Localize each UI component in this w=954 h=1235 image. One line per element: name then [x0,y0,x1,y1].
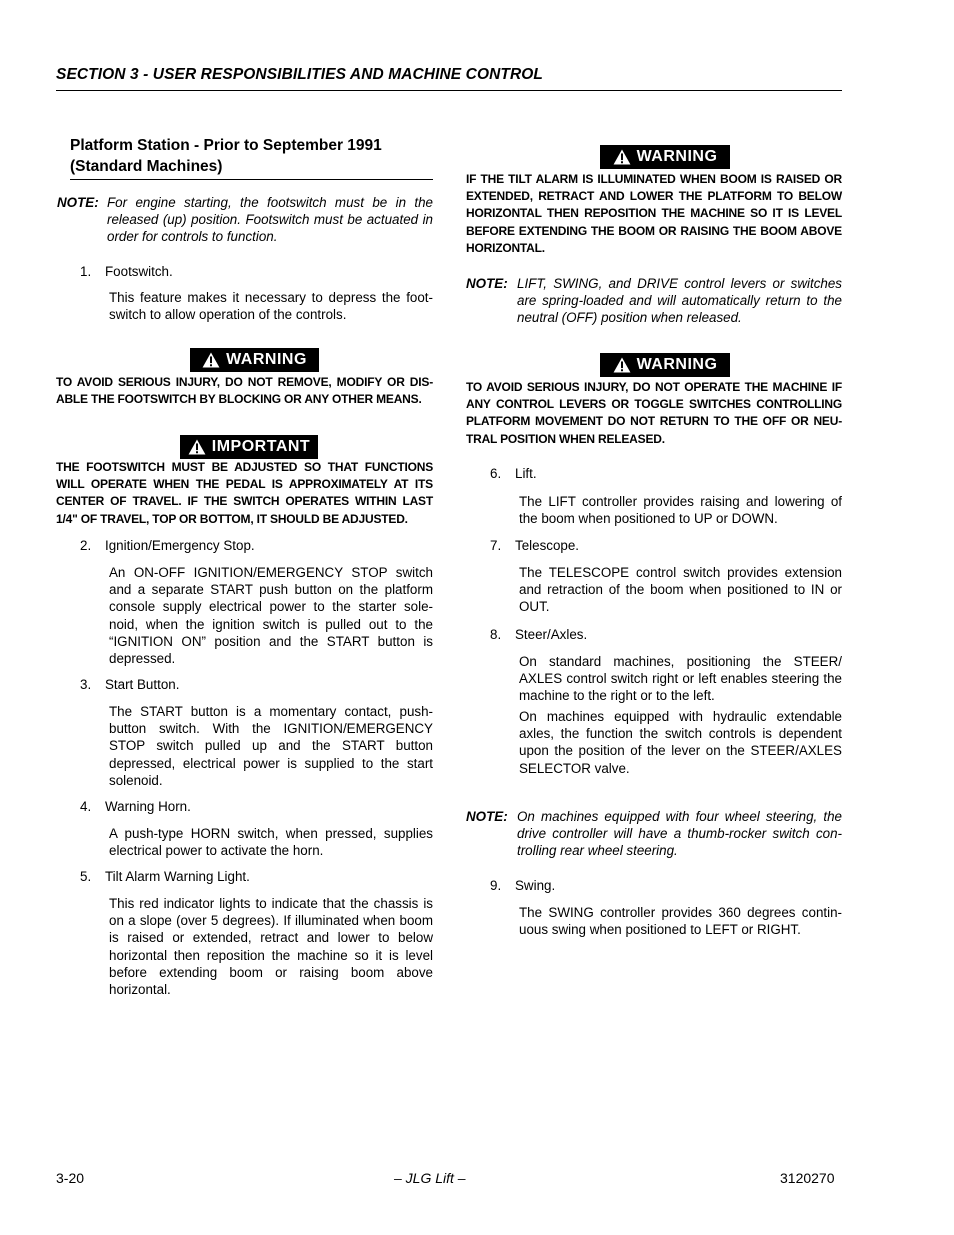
warning-triangle-icon [613,149,631,165]
item-body-lift: The LIFT controller provides raising and lowering of the boom when positioned to UP or DOWN. [519,494,842,527]
item-body-tilt: This red indicator lights to indicate that the chassis is on a slope (over 5 degrees). If illuminated when boom is raised or extended, retract and lower to below horizontal then reposition the machine so it is level before extending boom or raising boom above horizontal. [109,896,433,998]
item-title-ignition: Ignition/Emergency Stop. [105,538,255,553]
heading-rule [70,179,433,180]
item-number: 2. [80,538,92,553]
warning-triangle-icon [188,439,206,455]
item-title-swing: Swing. [515,878,556,893]
item-number: 6. [490,466,502,481]
item-number: 5. [80,869,92,884]
note-text: For engine starting, the footswitch must be in the released (up) position. Footswitch must be actuated in order for controls to function. [107,195,433,245]
item-number: 7. [490,538,502,553]
item-number: 4. [80,799,92,814]
warning-triangle-icon [613,357,631,373]
document-number: 3120270 [780,1170,835,1186]
warning-badge: WARNING [600,145,730,169]
item-number: 1. [80,264,92,279]
warning-text: TO AVOID SERIOUS INJURY, DO NOT OPERATE THE MACHINE IF ANY CONTROL LEVERS OR TOGGLE SWITCHES CONTROLLING PLATFORM MOVEMENT DO NOT RETURN TO THE OFF OR NEU-TRAL POSITION WHEN RELEASED. [466,380,842,446]
item-body-steer-1: On standard machines, positioning the STEER/ AXLES control switch right or left enables steering the machine to the right or to the left. [519,654,842,704]
item-number: 8. [490,627,502,642]
note-label: NOTE: [466,276,508,291]
item-title-footswitch: Footswitch. [105,264,173,279]
section-heading: Platform Station - Prior to September 1991 (Standard Machines) [70,137,382,175]
item-body-swing: The SWING controller provides 360 degrees contin-uous swing when positioned to LEFT or RIGHT. [519,905,842,938]
note-text: On machines equipped with four wheel steering, the drive controller will have a thumb-rocker switch con-trolling rear wheel steering. [517,809,842,859]
section-title: SECTION 3 - USER RESPONSIBILITIES AND MACHINE CONTROL [56,66,543,83]
warning-text: TO AVOID SERIOUS INJURY, DO NOT REMOVE, MODIFY OR DIS-ABLE THE FOOTSWITCH BY BLOCKING OR ANY OTHER MEANS. [56,375,433,407]
warning-triangle-icon [202,352,220,368]
item-number: 9. [490,878,502,893]
item-body-telescope: The TELESCOPE control switch provides extension and retraction of the boom when positioned to IN or OUT. [519,565,842,615]
item-body-horn: A push-type HORN switch, when pressed, supplies electrical power to activate the horn. [109,826,433,859]
important-badge: IMPORTANT [180,435,318,459]
item-number: 3. [80,677,92,692]
item-title-horn: Warning Horn. [105,799,191,814]
page-number: 3-20 [56,1170,85,1186]
item-body-start: The START button is a momentary contact, push-button switch. With the IGNITION/EMERGENCY STOP switch pulled up and the START button depressed, electrical power is supplied to the start solenoid. [109,704,433,788]
item-title-start: Start Button. [105,677,180,692]
section-header [56,66,842,91]
item-body-footswitch: This feature makes it necessary to depress the foot-switch to allow operation of the controls. [109,290,433,323]
item-title-tilt: Tilt Alarm Warning Light. [105,869,250,884]
item-title-steer: Steer/Axles. [515,627,588,642]
footer-center: – JLG Lift – [394,1170,466,1186]
item-title-lift: Lift. [515,466,537,481]
item-title-telescope: Telescope. [515,538,580,553]
warning-text: IF THE TILT ALARM IS ILLUMINATED WHEN BOOM IS RAISED OR EXTENDED, RETRACT AND LOWER THE PLATFORM TO BELOW HORIZONTAL THEN REPOSITION THE MACHINE SO IT IS LEVEL BEFORE EXTENDING THE BOOM OR RAISING THE BOOM ABOVE HORIZONTAL. [466,172,842,255]
warning-badge: WARNING [190,348,319,372]
warning-badge: WARNING [600,353,730,377]
item-body-steer-2: On machines equipped with hydraulic extendable axles, the function the switch controls is dependent upon the position of the lever on the STEER/AXLES SELECTOR valve. [519,709,842,776]
note-label: NOTE: [466,809,508,824]
important-text: THE FOOTSWITCH MUST BE ADJUSTED SO THAT FUNCTIONS WILL OPERATE WHEN THE PEDAL IS APPROXIMATELY AT ITS CENTER OF TRAVEL. IF THE SWITCH OPERATES WITHIN LAST 1/4" OF TRAVEL, TOP OR BOTTOM, IT SHOULD BE ADJUSTED. [56,460,433,526]
note-text: LIFT, SWING, and DRIVE control levers or switches are spring-loaded and will automatically return to the neutral (OFF) position when released. [517,276,842,326]
note-label: NOTE: [57,195,99,210]
item-body-ignition: An ON-OFF IGNITION/EMERGENCY STOP switch and a separate START push button on the platform console supply electrical power to the starter sole-noid, when the ignition switch is pulled out to the “IGNITION ON” position and the START button is depressed. [109,565,433,667]
